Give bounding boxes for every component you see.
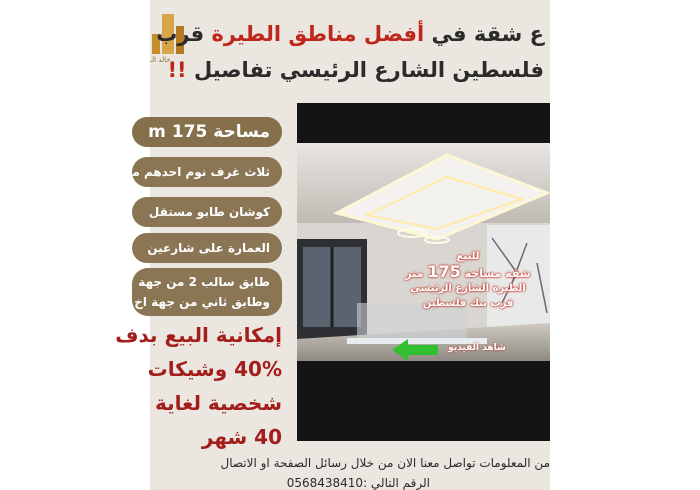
headline-pre: ع شقة في [424, 22, 544, 46]
footer-phone-line: الرقم التالي :0568438410 [286, 476, 430, 490]
ad-poster [115, 0, 550, 490]
photo-overlay-text [398, 251, 538, 309]
feature-rooms: ثلاث غرف نوم احدهم ما [132, 157, 282, 187]
overlay-area-post: متر [405, 267, 428, 280]
feature-floor [132, 268, 282, 316]
exclamation-marks: !! [167, 58, 187, 82]
feature-floor-line-2: وطابق ثاني من جهة اخ [134, 295, 270, 309]
feature-building-streets: العمارة على شارعين [132, 233, 282, 263]
headline-post: قرب [156, 22, 212, 46]
headline-line-2 [167, 58, 544, 82]
sale-terms-line-4: 40 شهر [201, 425, 282, 449]
overlay-near-bank: قرب بنك فلسطين [422, 298, 514, 309]
arrow-left-icon [392, 339, 438, 361]
headline-text: فلسطين الشارع الرئيسي تفاصيل [186, 58, 544, 82]
sale-terms-line-1: إمكانية البيع بدف [115, 323, 282, 347]
overlay-area-pre: شقة مساحة [460, 267, 531, 280]
headline-highlight: أفضل مناطق الطيرة [211, 22, 425, 46]
feature-area: مساحة 175 m [132, 117, 282, 147]
watch-video-button[interactable]: شاهد الفيديو [448, 343, 506, 353]
overlay-area-number: 175 [427, 262, 461, 281]
apartment-photo[interactable] [297, 103, 550, 441]
headline-line-1 [156, 22, 544, 46]
logo-text: خالد الـ [150, 56, 171, 64]
sale-terms-line-2: 40% وشيكات [147, 357, 282, 381]
feature-title-deed: كوشان طابو مستقل [132, 197, 282, 227]
overlay-location: الطيرة الشارع الرئيسي [410, 283, 526, 294]
feature-floor-line-1: طابق سالب 2 من جهة [138, 275, 270, 289]
overlay-for-sale: للبيع [456, 251, 480, 262]
footer-contact-line: من المعلومات تواصل معنا الان من خلال رسائل الصفحة او الاتصال [220, 456, 550, 470]
overlay-area [398, 262, 538, 281]
sale-terms-line-3: شخصية لغاية [155, 391, 282, 415]
